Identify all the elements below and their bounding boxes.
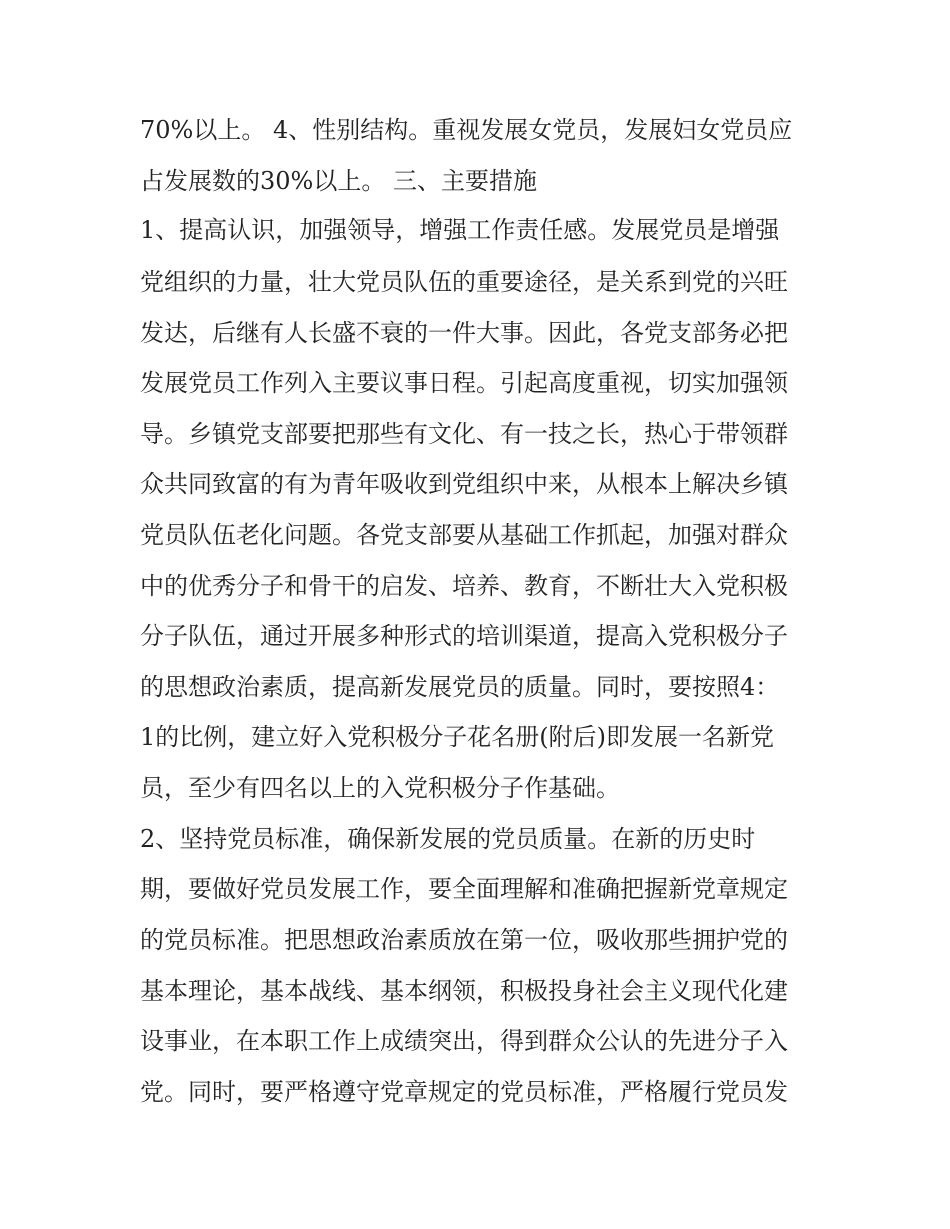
text-line: 期，要做好党员发展工作，要全面理解和准确把握新党章规定	[140, 875, 788, 903]
text-line: 众共同致富的有为青年吸收到党组织中来，从根本上解决乡镇	[140, 470, 788, 498]
text-line: 1的比例，建立好入党积极分子花名册(附后)即发展一名新党	[140, 723, 774, 751]
text-line: 的思想政治素质，提高新发展党员的质量。同时，要按照4：	[140, 673, 780, 701]
text-line: 党组织的力量，壮大党员队伍的重要途径，是关系到党的兴旺	[140, 268, 788, 296]
text-line: 占发展数的30%以上。 三、主要措施	[140, 167, 537, 195]
text-line: 党员队伍老化问题。各党支部要从基础工作抓起，加强对群众	[140, 521, 788, 549]
text-line: 员，至少有四名以上的入党积极分子作基础。	[140, 774, 620, 802]
text-line: 70%以上。 4、性别结构。重视发展女党员，发展妇女党员应	[140, 116, 793, 144]
text-line: 导。乡镇党支部要把那些有文化、有一技之长，热心于带领群	[140, 420, 788, 448]
text-line: 中的优秀分子和骨干的启发、培养、教育，不断壮大入党积极	[140, 572, 788, 600]
text-line: 的党员标准。把思想政治素质放在第一位，吸收那些拥护党的	[140, 926, 788, 954]
text-line: 发达，后继有人长盛不衰的一件大事。因此，各党支部务必把	[140, 319, 788, 347]
text-line: 基本理论，基本战线、基本纲领，积极投身社会主义现代化建	[140, 977, 788, 1005]
text-line: 发展党员工作列入主要议事日程。引起高度重视，切实加强领	[140, 369, 788, 397]
text-line: 分子队伍，通过开展多种形式的培训渠道，提高入党积极分子	[140, 622, 788, 650]
text-line: 设事业，在本职工作上成绩突出，得到群众公认的先进分子入	[140, 1027, 788, 1055]
text-line: 2、坚持党员标准，确保新发展的党员质量。在新的历史时	[140, 825, 756, 853]
text-line: 1、提高认识，加强领导，增强工作责任感。发展党员是增强	[140, 216, 780, 244]
text-line: 党。同时，要严格遵守党章规定的党员标准，严格履行党员发	[140, 1078, 788, 1106]
